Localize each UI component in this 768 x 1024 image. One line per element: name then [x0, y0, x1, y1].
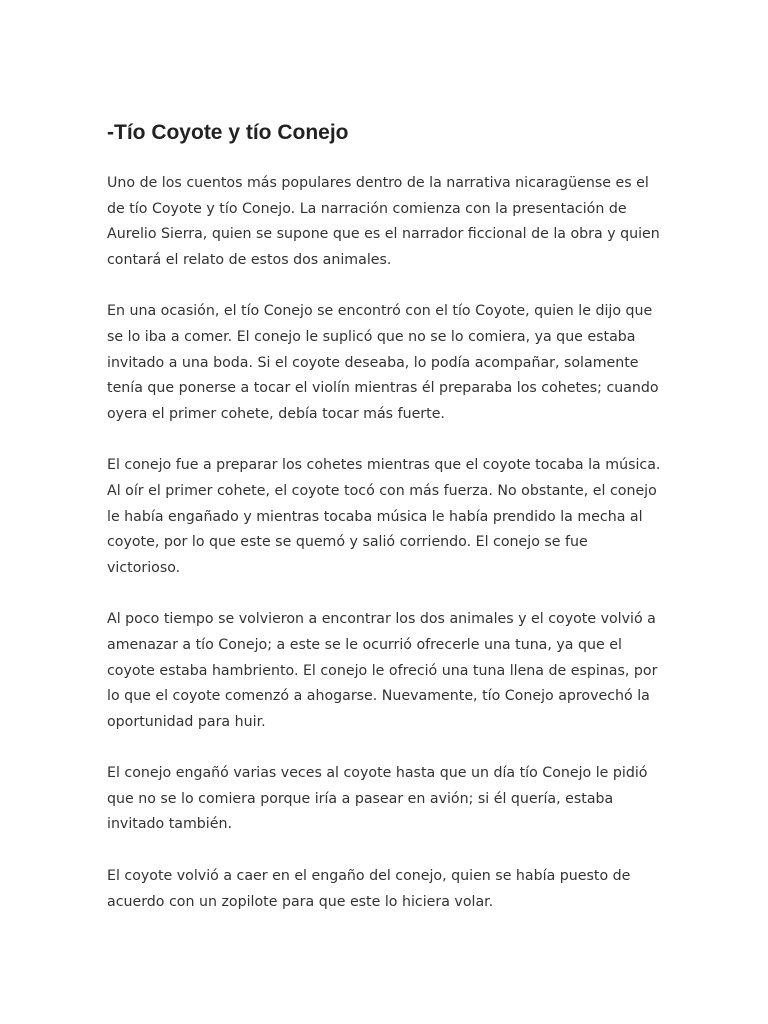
document-page — [107, 119, 663, 941]
article-body — [107, 171, 663, 915]
paragraph-3: El conejo fue a preparar los cohetes mientras que el coyote tocaba la música. Al oír el primer cohete, el coyote tocó con más fuerza. No obstante, el conejo le había engañado y mientras tocaba música le había prendido la mecha al coyote, por lo que este se quemó y salió corriendo. El conejo se fue victorioso. — [107, 457, 661, 576]
paragraph-6: El coyote volvió a caer en el engaño del conejo, quien se había puesto de acuerdo con un zopilote para que este lo hiciera volar. — [107, 868, 631, 910]
paragraph-1: Uno de los cuentos más populares dentro de la narrativa nicaragüense es el de tío Coyote y tío Conejo. La narración comienza con la presentación de Aurelio Sierra, quien se supone que es el narrador ficcional de la obra y quien contará el relato de estos dos animales. — [107, 175, 660, 268]
paragraph-4: Al poco tiempo se volvieron a encontrar los dos animales y el coyote volvió a amenazar a tío Conejo; a este se le ocurrió ofrecerle una tuna, ya que el coyote estaba hambriento. El conejo le ofreció una tuna llena de espinas, por lo que el coyote comenzó a ahogarse. Nuevamente, tío Conejo aprovechó la oportunidad para huir. — [107, 611, 658, 730]
article-title: -Tío Coyote y tío Conejo — [107, 121, 349, 144]
paragraph-2: En una ocasión, el tío Conejo se encontró con el tío Coyote, quien le dijo que se lo iba a comer. El conejo le suplicó que no se lo comiera, ya que estaba invitado a una boda. Si el coyote deseaba, lo podía acompañar, solamente tenía que ponerse a tocar el violín mientras él preparaba los cohetes; cuando oyera el primer cohete, debía tocar más fuerte. — [107, 303, 659, 422]
paragraph-5: El conejo engañó varias veces al coyote hasta que un día tío Conejo le pidió que no se lo comiera porque iría a pasear en avión; si él quería, estaba invitado también. — [107, 765, 648, 833]
